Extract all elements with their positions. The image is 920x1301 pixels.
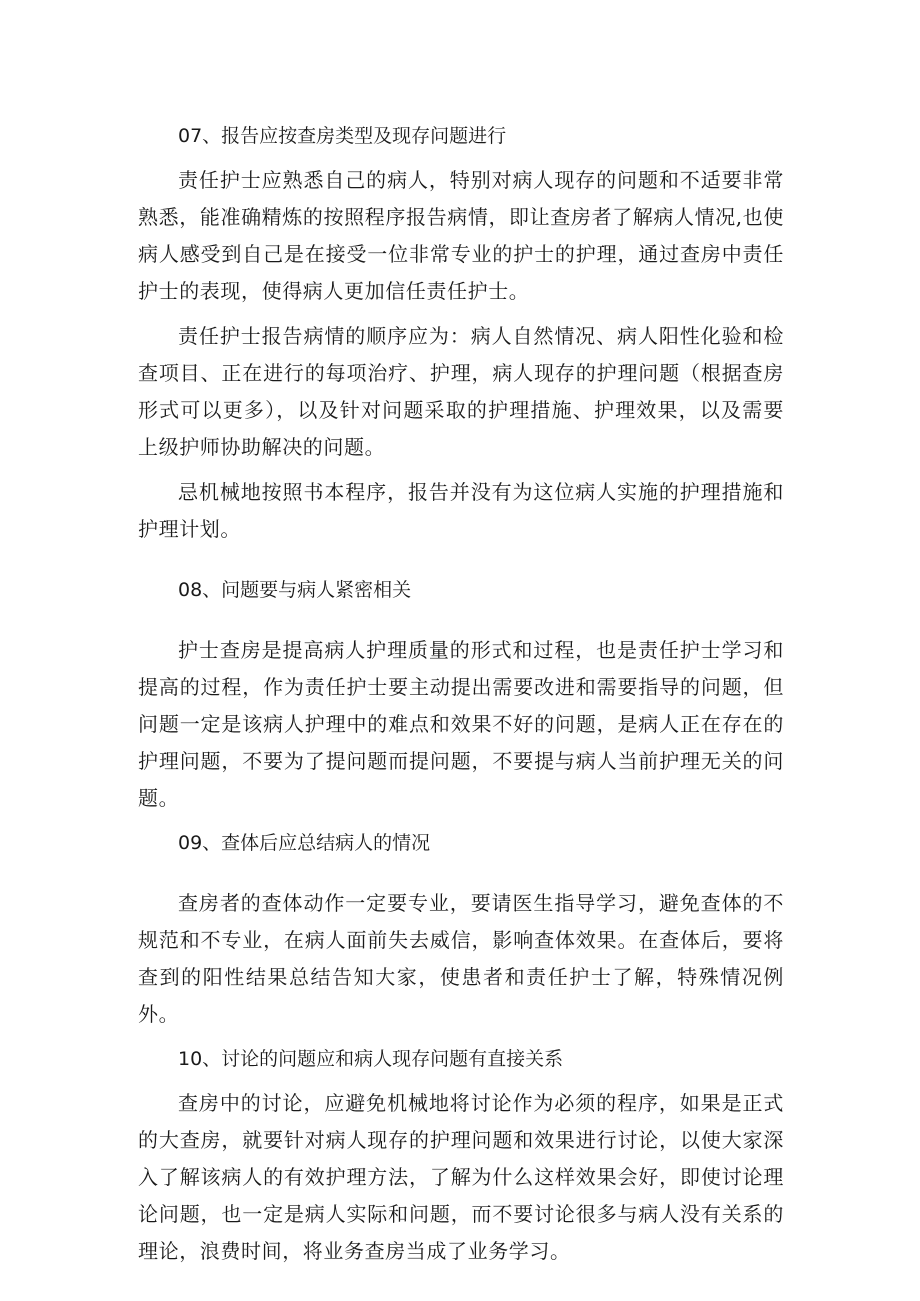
section-heading-10: 10、讨论的问题应和病人现存问题有直接关系 — [178, 1048, 564, 1070]
section-07-paragraph-1: 责任护士应熟悉自己的病人，特别对病人现存的问题和不适要非常熟悉，能准确精炼的按照程序报告病情，即让查房者了解病人情况,也使病人感受到自己是在接受一位非常专业的护士的护理，通过查房中责任护士的表现，使得病人更加信任责任护士。 — [138, 168, 784, 303]
section-heading-09: 09、查体后应总结病人的情况 — [178, 832, 431, 854]
section-07-paragraph-3: 忌机械地按照书本程序，报告并没有为这位病人实施的护理措施和护理计划。 — [138, 480, 784, 541]
section-08-paragraph-1: 护士查房是提高病人护理质量的形式和过程，也是责任护士学习和提高的过程，作为责任护士要主动提出需要改进和需要指导的问题，但问题一定是该病人护理中的难点和效果不好的问题，是病人正在存在的护理问题，不要为了提问题而提问题，不要提与病人当前护理无关的问题。 — [138, 638, 784, 810]
section-07-paragraph-2: 责任护士报告病情的顺序应为：病人自然情况、病人阳性化验和检查项目、正在进行的每项治疗、护理，病人现存的护理问题（根据查房形式可以更多），以及针对问题采取的护理措施、护理效果，以及需要上级护师协助解决的问题。 — [138, 324, 784, 459]
section-heading-07: 07、报告应按查房类型及现存问题进行 — [178, 125, 507, 147]
document-body — [138, 118, 784, 1278]
section-09-paragraph-1: 查房者的查体动作一定要专业，要请医生指导学习，避免查体的不规范和不专业，在病人面前失去威信，影响查体效果。在查体后，要将查到的阳性结果总结告知大家，使患者和责任护士了解，特殊情况例外。 — [138, 891, 784, 1026]
section-10-paragraph-1: 查房中的讨论，应避免机械地将讨论作为必须的程序，如果是正式的大查房，就要针对病人现存的护理问题和效果进行讨论，以使大家深入了解该病人的有效护理方法，了解为什么这样效果会好，即使讨论理论问题，也一定是病人实际和问题，而不要讨论很多与病人没有关系的理论，浪费时间，将业务查房当成了业务学习。 — [138, 1091, 784, 1263]
section-heading-08: 08、问题要与病人紧密相关 — [178, 579, 412, 601]
